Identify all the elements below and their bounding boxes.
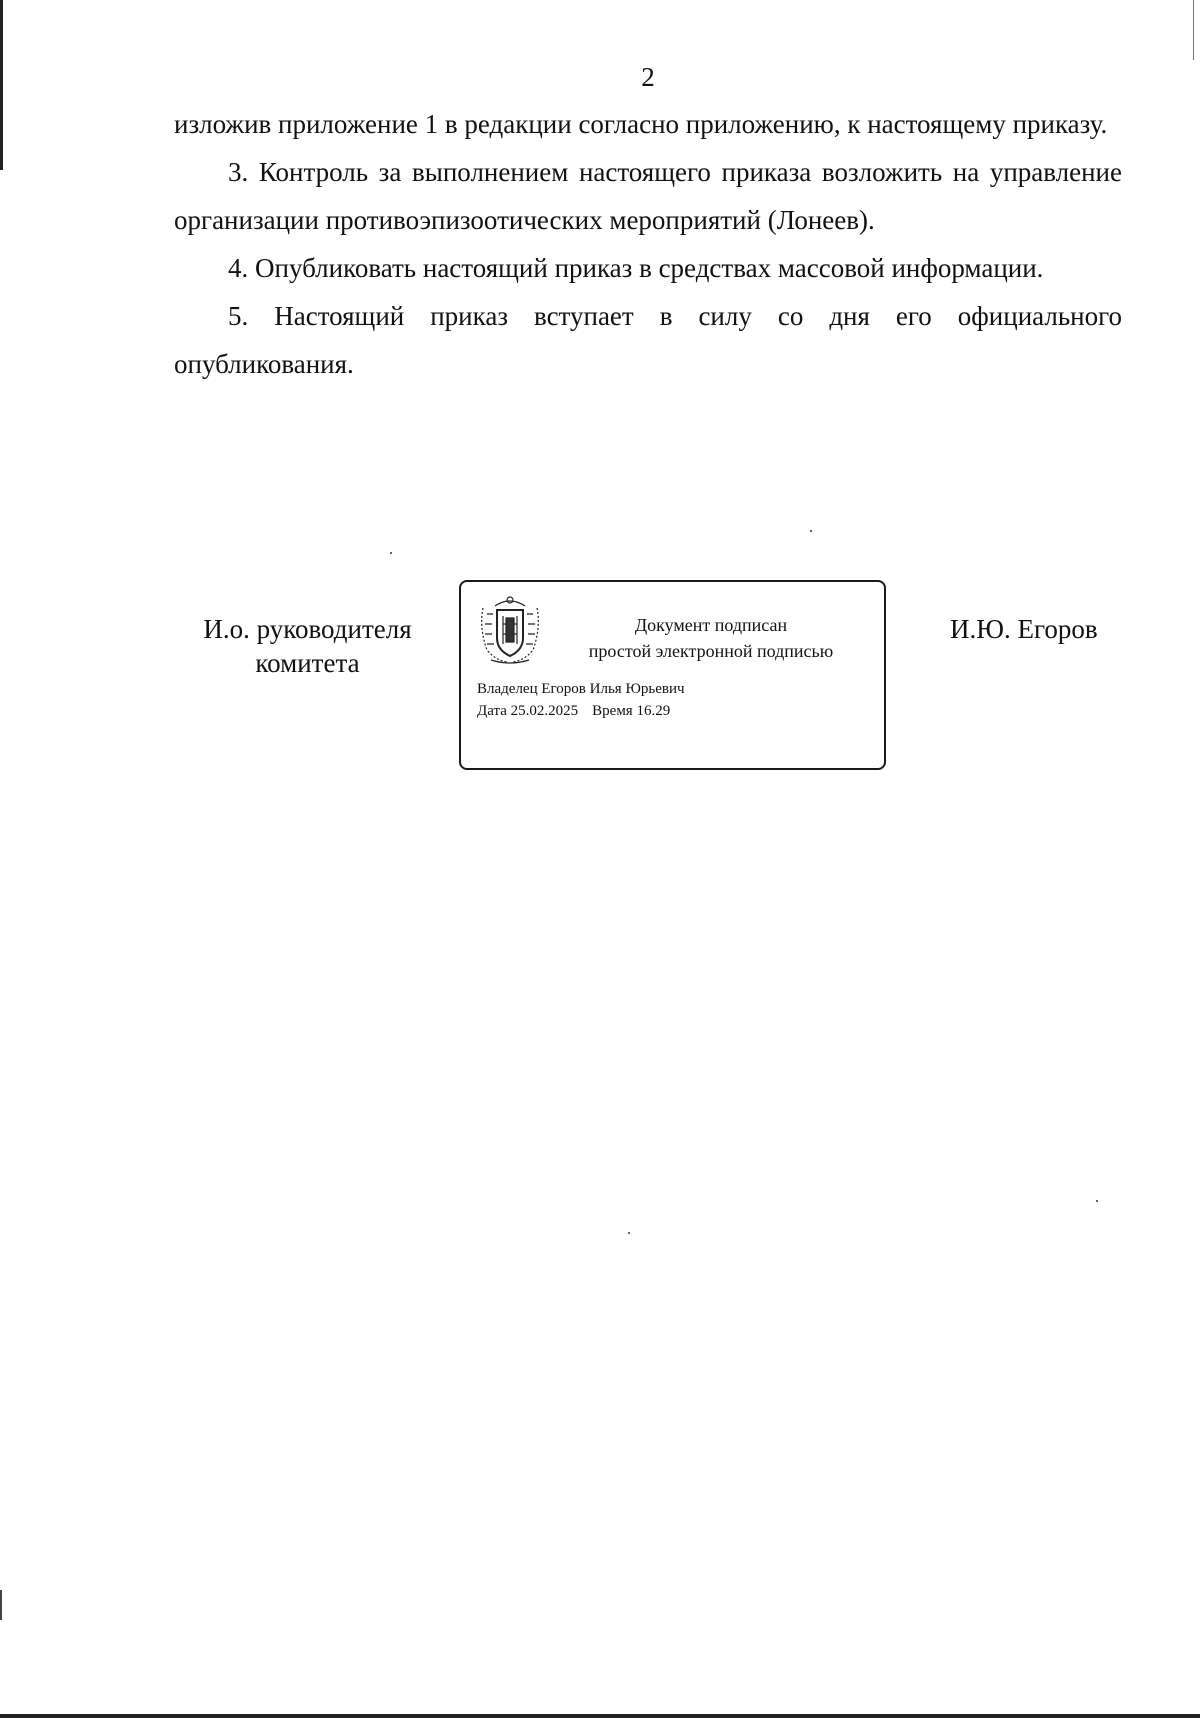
scan-edge-bottom: [0, 1714, 1200, 1718]
scan-edge-right: [1193, 0, 1194, 60]
signer-name: И.Ю. Егоров: [950, 614, 1098, 644]
electronic-signature-stamp: [459, 580, 886, 770]
stamp-heading: [561, 612, 861, 664]
page-number: 2: [641, 62, 655, 92]
coat-of-arms-icon: [477, 594, 543, 666]
paragraph-3: 3. Контроль за выполнением настоящего приказа возложить на управление организации противоэпизоотических мероприятий (Лонеев).: [174, 157, 1122, 235]
stamp-time: Время 16.29: [592, 703, 671, 719]
stamp-heading-line2: простой электронной подписью: [588, 641, 834, 661]
document-body: [174, 100, 1122, 388]
signer-position: [190, 612, 425, 680]
paragraph-continuation: изложив приложение 1 в редакции согласно приложению, к настоящему приказу.: [174, 109, 1108, 139]
signer-position-line2: комитета: [255, 648, 360, 678]
scan-speck: [628, 1232, 630, 1234]
scan-speck: [390, 552, 392, 554]
stamp-heading-line1: Документ подписан: [634, 615, 788, 635]
signer-position-line1: И.о. руководителя: [203, 614, 412, 644]
stamp-date: Дата 25.02.2025: [477, 703, 579, 719]
paragraph-5: 5. Настоящий приказ вступает в силу со дня его официального опубликования.: [174, 301, 1122, 379]
stamp-date-row: [477, 700, 670, 722]
signature-block: [0, 580, 1200, 780]
scan-speck: [810, 530, 812, 532]
paragraph-4: 4. Опубликовать настоящий приказ в средствах массовой информации.: [228, 253, 1044, 283]
scan-speck: [1096, 1200, 1098, 1202]
stamp-owner: Владелец Егоров Илья Юрьевич: [477, 681, 685, 697]
scan-edge-left-bottom: [0, 1590, 2, 1620]
